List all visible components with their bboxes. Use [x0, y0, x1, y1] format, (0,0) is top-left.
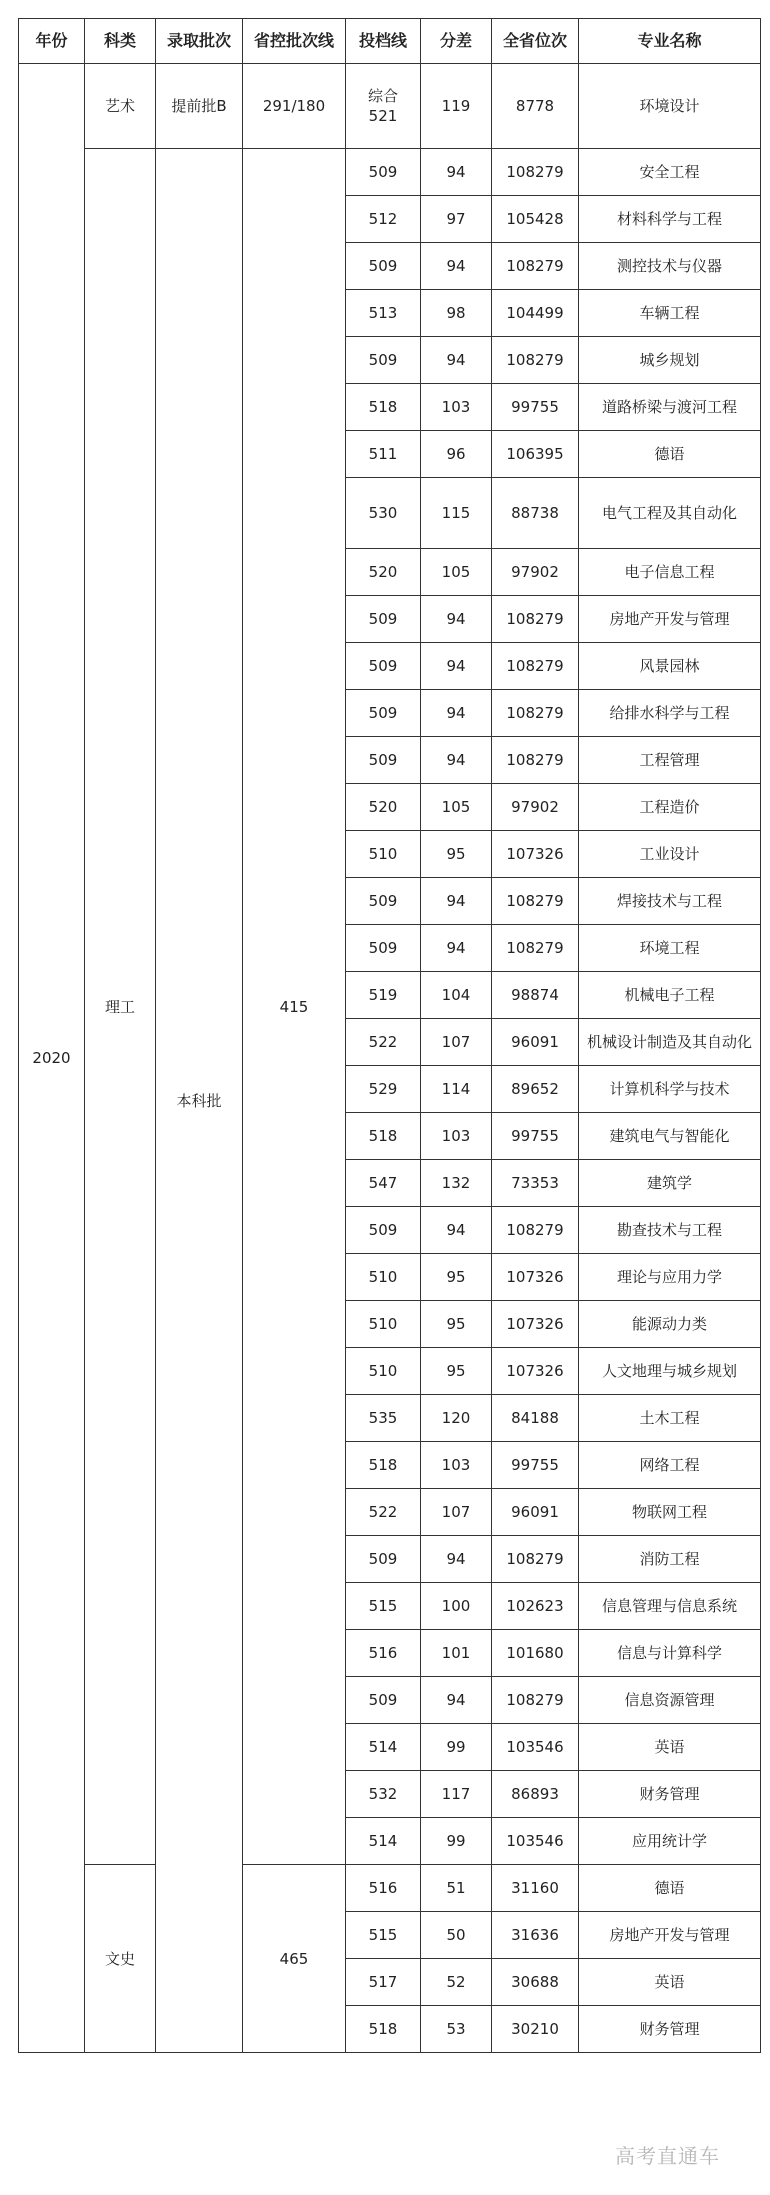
major-name-cell: 勘查技术与工程 [579, 1207, 761, 1254]
major-name-cell: 工程管理 [579, 737, 761, 784]
table-row [19, 149, 761, 196]
cast-line-cell: 510 [346, 1348, 421, 1395]
art-rank-cell: 8778 [492, 64, 579, 149]
province-rank-cell: 103546 [492, 1724, 579, 1771]
admission-score-table [18, 18, 761, 2053]
major-name-cell: 建筑学 [579, 1160, 761, 1207]
cast-line-cell: 509 [346, 1207, 421, 1254]
cast-line-cell: 509 [346, 643, 421, 690]
province-rank-cell: 89652 [492, 1066, 579, 1113]
cast-line-cell: 522 [346, 1489, 421, 1536]
major-name-cell: 德语 [579, 1865, 761, 1912]
province-rank-cell: 73353 [492, 1160, 579, 1207]
header-cast-line: 投档线 [346, 19, 421, 64]
major-name-cell: 土木工程 [579, 1395, 761, 1442]
score-diff-cell: 99 [421, 1818, 492, 1865]
major-name-cell: 房地产开发与管理 [579, 596, 761, 643]
score-diff-cell: 107 [421, 1019, 492, 1066]
score-diff-cell: 103 [421, 1113, 492, 1160]
major-name-cell: 计算机科学与技术 [579, 1066, 761, 1113]
score-diff-cell: 100 [421, 1583, 492, 1630]
major-name-cell: 信息管理与信息系统 [579, 1583, 761, 1630]
cast-line-cell: 509 [346, 878, 421, 925]
score-diff-cell: 95 [421, 1348, 492, 1395]
score-diff-cell: 94 [421, 737, 492, 784]
cast-line-cell: 510 [346, 1254, 421, 1301]
major-name-cell: 安全工程 [579, 149, 761, 196]
table-row [19, 1865, 761, 1912]
province-rank-cell: 88738 [492, 478, 579, 549]
major-name-cell: 电气工程及其自动化 [579, 478, 761, 549]
cast-line-cell: 509 [346, 1536, 421, 1583]
province-rank-cell: 107326 [492, 1254, 579, 1301]
province-rank-cell: 108279 [492, 337, 579, 384]
score-diff-cell: 120 [421, 1395, 492, 1442]
cast-line-cell: 509 [346, 337, 421, 384]
province-rank-cell: 97902 [492, 549, 579, 596]
undergrad-batch-cell: 本科批 [156, 149, 243, 2053]
cast-line-cell: 518 [346, 1442, 421, 1489]
score-diff-cell: 99 [421, 1724, 492, 1771]
province-rank-cell: 102623 [492, 1583, 579, 1630]
cast-line-cell: 513 [346, 290, 421, 337]
major-name-cell: 工业设计 [579, 831, 761, 878]
cast-line-cell: 516 [346, 1630, 421, 1677]
header-year: 年份 [19, 19, 85, 64]
major-name-cell: 测控技术与仪器 [579, 243, 761, 290]
score-diff-cell: 94 [421, 243, 492, 290]
liberal-type-cell: 文史 [85, 1865, 156, 2053]
score-diff-cell: 107 [421, 1489, 492, 1536]
major-name-cell: 人文地理与城乡规划 [579, 1348, 761, 1395]
score-diff-cell: 53 [421, 2006, 492, 2053]
major-name-cell: 道路桥梁与渡河工程 [579, 384, 761, 431]
science-type-cell: 理工 [85, 149, 156, 1865]
score-diff-cell: 114 [421, 1066, 492, 1113]
province-rank-cell: 108279 [492, 925, 579, 972]
art-diff-cell: 119 [421, 64, 492, 149]
art-line-cell [346, 64, 421, 149]
score-diff-cell: 52 [421, 1959, 492, 2006]
cast-line-cell: 509 [346, 690, 421, 737]
major-name-cell: 信息资源管理 [579, 1677, 761, 1724]
province-rank-cell: 99755 [492, 1113, 579, 1160]
major-name-cell: 焊接技术与工程 [579, 878, 761, 925]
cast-line-cell: 512 [346, 196, 421, 243]
admission-table-container [18, 18, 760, 2053]
cast-line-cell: 517 [346, 1959, 421, 2006]
art-batch-cell: 提前批B [156, 64, 243, 149]
province-rank-cell: 107326 [492, 1348, 579, 1395]
score-diff-cell: 105 [421, 784, 492, 831]
score-diff-cell: 117 [421, 1771, 492, 1818]
major-name-cell: 机械电子工程 [579, 972, 761, 1019]
major-name-cell: 英语 [579, 1724, 761, 1771]
cast-line-cell: 535 [346, 1395, 421, 1442]
province-rank-cell: 108279 [492, 1677, 579, 1724]
cast-line-cell: 510 [346, 1301, 421, 1348]
cast-line-cell: 520 [346, 549, 421, 596]
cast-line-cell: 514 [346, 1724, 421, 1771]
province-rank-cell: 98874 [492, 972, 579, 1019]
score-diff-cell: 94 [421, 925, 492, 972]
score-diff-cell: 105 [421, 549, 492, 596]
cast-line-cell: 516 [346, 1865, 421, 1912]
major-name-cell: 工程造价 [579, 784, 761, 831]
cast-line-cell: 514 [346, 1818, 421, 1865]
major-name-cell: 环境工程 [579, 925, 761, 972]
major-name-cell: 风景园林 [579, 643, 761, 690]
major-name-cell: 德语 [579, 431, 761, 478]
header-score-diff: 分差 [421, 19, 492, 64]
table-header-row [19, 19, 761, 64]
major-name-cell: 电子信息工程 [579, 549, 761, 596]
score-diff-cell: 94 [421, 596, 492, 643]
major-name-cell: 能源动力类 [579, 1301, 761, 1348]
cast-line-cell: 510 [346, 831, 421, 878]
score-diff-cell: 101 [421, 1630, 492, 1677]
header-major-name: 专业名称 [579, 19, 761, 64]
major-name-cell: 给排水科学与工程 [579, 690, 761, 737]
score-diff-cell: 132 [421, 1160, 492, 1207]
major-name-cell: 财务管理 [579, 2006, 761, 2053]
province-rank-cell: 84188 [492, 1395, 579, 1442]
cast-line-cell: 511 [346, 431, 421, 478]
province-rank-cell: 108279 [492, 737, 579, 784]
score-diff-cell: 51 [421, 1865, 492, 1912]
cast-line-cell: 509 [346, 925, 421, 972]
province-rank-cell: 108279 [492, 243, 579, 290]
major-name-cell: 网络工程 [579, 1442, 761, 1489]
province-rank-cell: 96091 [492, 1489, 579, 1536]
major-name-cell: 理论与应用力学 [579, 1254, 761, 1301]
major-name-cell: 应用统计学 [579, 1818, 761, 1865]
score-diff-cell: 97 [421, 196, 492, 243]
table-body [19, 64, 761, 2053]
score-diff-cell: 98 [421, 290, 492, 337]
province-rank-cell: 96091 [492, 1019, 579, 1066]
score-diff-cell: 95 [421, 1254, 492, 1301]
province-rank-cell: 108279 [492, 149, 579, 196]
province-rank-cell: 99755 [492, 384, 579, 431]
art-line-label: 综合 [367, 87, 398, 105]
province-rank-cell: 108279 [492, 596, 579, 643]
cast-line-cell: 520 [346, 784, 421, 831]
province-rank-cell: 99755 [492, 1442, 579, 1489]
score-diff-cell: 94 [421, 149, 492, 196]
province-rank-cell: 107326 [492, 1301, 579, 1348]
cast-line-cell: 509 [346, 596, 421, 643]
art-line-value: 521 [368, 107, 398, 125]
major-name-cell: 材料科学与工程 [579, 196, 761, 243]
major-name-cell: 财务管理 [579, 1771, 761, 1818]
header-type: 科类 [85, 19, 156, 64]
table-row [19, 64, 761, 149]
score-diff-cell: 94 [421, 337, 492, 384]
score-diff-cell: 103 [421, 1442, 492, 1489]
cast-line-cell: 518 [346, 2006, 421, 2053]
score-diff-cell: 94 [421, 1677, 492, 1724]
province-rank-cell: 101680 [492, 1630, 579, 1677]
province-rank-cell: 104499 [492, 290, 579, 337]
score-diff-cell: 95 [421, 831, 492, 878]
score-diff-cell: 94 [421, 1207, 492, 1254]
cast-line-cell: 547 [346, 1160, 421, 1207]
province-rank-cell: 31636 [492, 1912, 579, 1959]
province-rank-cell: 106395 [492, 431, 579, 478]
header-batch: 录取批次 [156, 19, 243, 64]
cast-line-cell: 515 [346, 1912, 421, 1959]
score-diff-cell: 103 [421, 384, 492, 431]
cast-line-cell: 522 [346, 1019, 421, 1066]
major-name-cell: 车辆工程 [579, 290, 761, 337]
major-name-cell: 信息与计算科学 [579, 1630, 761, 1677]
score-diff-cell: 96 [421, 431, 492, 478]
cast-line-cell: 532 [346, 1771, 421, 1818]
art-type-cell: 艺术 [85, 64, 156, 149]
major-name-cell: 物联网工程 [579, 1489, 761, 1536]
score-diff-cell: 94 [421, 690, 492, 737]
cast-line-cell: 509 [346, 737, 421, 784]
header-control-line: 省控批次线 [243, 19, 346, 64]
score-diff-cell: 104 [421, 972, 492, 1019]
province-rank-cell: 108279 [492, 878, 579, 925]
province-rank-cell: 30688 [492, 1959, 579, 2006]
header-province-rank: 全省位次 [492, 19, 579, 64]
province-rank-cell: 108279 [492, 690, 579, 737]
province-rank-cell: 103546 [492, 1818, 579, 1865]
cast-line-cell: 509 [346, 243, 421, 290]
province-rank-cell: 97902 [492, 784, 579, 831]
province-rank-cell: 30210 [492, 2006, 579, 2053]
major-name-cell: 建筑电气与智能化 [579, 1113, 761, 1160]
major-name-cell: 英语 [579, 1959, 761, 2006]
major-name-cell: 城乡规划 [579, 337, 761, 384]
score-diff-cell: 94 [421, 643, 492, 690]
score-diff-cell: 94 [421, 1536, 492, 1583]
art-major-cell: 环境设计 [579, 64, 761, 149]
score-diff-cell: 50 [421, 1912, 492, 1959]
art-control-cell: 291/180 [243, 64, 346, 149]
province-rank-cell: 108279 [492, 643, 579, 690]
province-rank-cell: 105428 [492, 196, 579, 243]
major-name-cell: 机械设计制造及其自动化 [579, 1019, 761, 1066]
cast-line-cell: 530 [346, 478, 421, 549]
province-rank-cell: 86893 [492, 1771, 579, 1818]
score-diff-cell: 94 [421, 878, 492, 925]
score-diff-cell: 115 [421, 478, 492, 549]
cast-line-cell: 518 [346, 1113, 421, 1160]
cast-line-cell: 509 [346, 1677, 421, 1724]
province-rank-cell: 108279 [492, 1536, 579, 1583]
province-rank-cell: 107326 [492, 831, 579, 878]
major-name-cell: 房地产开发与管理 [579, 1912, 761, 1959]
year-cell: 2020 [19, 64, 85, 2053]
province-rank-cell: 108279 [492, 1207, 579, 1254]
watermark-text: 高考直通车 [615, 2144, 720, 2168]
cast-line-cell: 509 [346, 149, 421, 196]
cast-line-cell: 518 [346, 384, 421, 431]
cast-line-cell: 519 [346, 972, 421, 1019]
science-control-cell: 415 [243, 149, 346, 1865]
liberal-control-cell: 465 [243, 1865, 346, 2053]
major-name-cell: 消防工程 [579, 1536, 761, 1583]
cast-line-cell: 529 [346, 1066, 421, 1113]
province-rank-cell: 31160 [492, 1865, 579, 1912]
cast-line-cell: 515 [346, 1583, 421, 1630]
score-diff-cell: 95 [421, 1301, 492, 1348]
